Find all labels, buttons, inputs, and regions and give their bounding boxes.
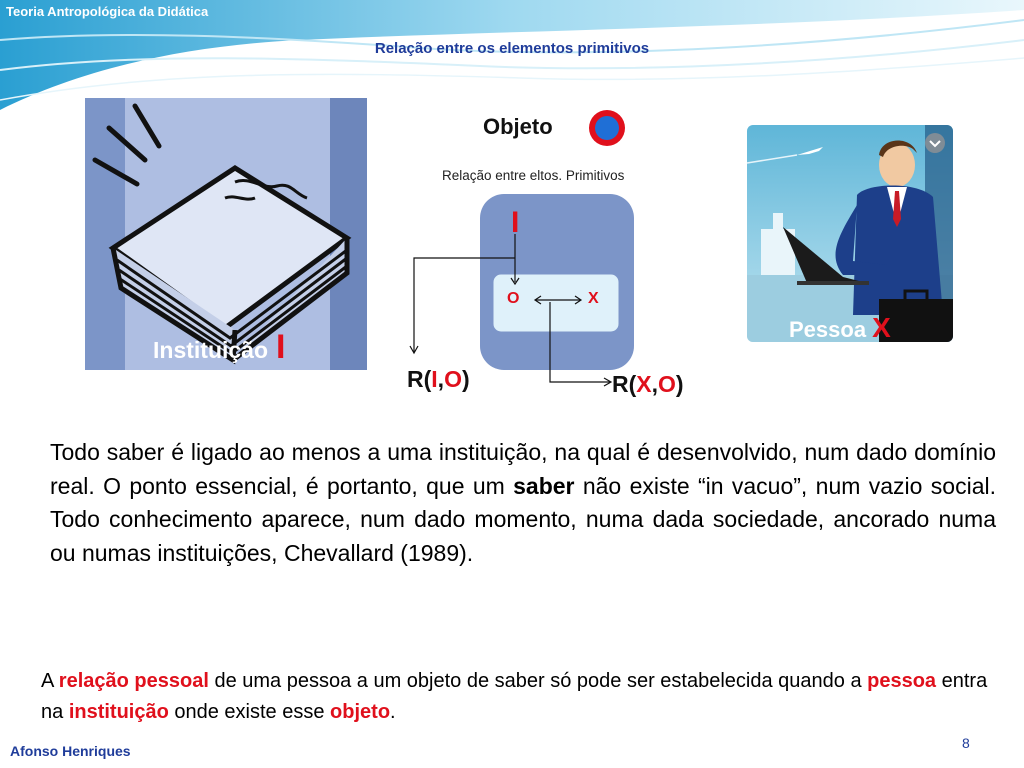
object-circle-icon (587, 108, 627, 148)
rel-io-comma: , (437, 366, 445, 392)
presentation-title: Teoria Antropológica da Didática (6, 4, 209, 19)
diagram-caption: Relação entre eltos. Primitivos (442, 168, 625, 183)
para2-t1: A (41, 670, 59, 692)
object-label: Objeto (483, 114, 553, 139)
institution-text: Instituição (153, 337, 269, 363)
person-illustration (747, 125, 953, 342)
para2-t2: de uma pessoa a um objeto de saber só pode ser estabelecida quando a (208, 670, 868, 692)
para1-bold-saber: saber (513, 472, 575, 499)
relation-person-object (612, 371, 684, 398)
page-number: 8 (962, 735, 970, 751)
paragraph-knowledge (50, 436, 996, 570)
institution-symbol: I (276, 328, 286, 366)
slide-title: Relação entre os elementos primitivos (374, 40, 650, 57)
rel-xo-second: O (658, 371, 676, 397)
rel-xo-first: X (636, 371, 652, 397)
para1-part2: não existe “in vacuo”, num vazio social. Todo conhecimento aparece, num dado momento, numa dada sociedade, ancorado numa ou numas instituições, Chevallard (1989). (50, 472, 996, 566)
rel-xo-open: R( (612, 371, 637, 397)
para2-h1: relação pessoal (58, 670, 209, 692)
footer-author: Afonso Henriques (10, 743, 131, 759)
person-text: Pessoa (789, 317, 867, 342)
relation-institution-object (407, 366, 470, 393)
person-label (789, 312, 891, 344)
para2-h3: instituição (68, 701, 169, 723)
rel-io-close: ) (461, 366, 470, 392)
rel-io-first: I (431, 366, 438, 392)
institution-label (153, 328, 285, 367)
diagram-person: X (588, 290, 599, 307)
para2-t4: onde existe esse (168, 701, 331, 723)
diagram-object: O (507, 290, 520, 307)
para2-h2: pessoa (867, 670, 937, 692)
para2-h4: objeto (330, 701, 391, 723)
rel-xo-comma: , (651, 371, 659, 397)
rel-io-second: O (444, 366, 462, 392)
rel-io-open: R( (407, 366, 432, 392)
paragraph-relation (41, 666, 1001, 728)
person-symbol: X (872, 312, 891, 343)
para1-part1: Todo saber é ligado ao menos a uma instituição, na qual é desenvolvido, num dado domínio real. O ponto essencial, é portanto, que um (50, 439, 996, 499)
para2-t5: . (390, 701, 396, 723)
para2-t3: entra na (41, 670, 988, 723)
diagram-institution: I (511, 206, 520, 239)
rel-xo-close: ) (675, 371, 684, 397)
